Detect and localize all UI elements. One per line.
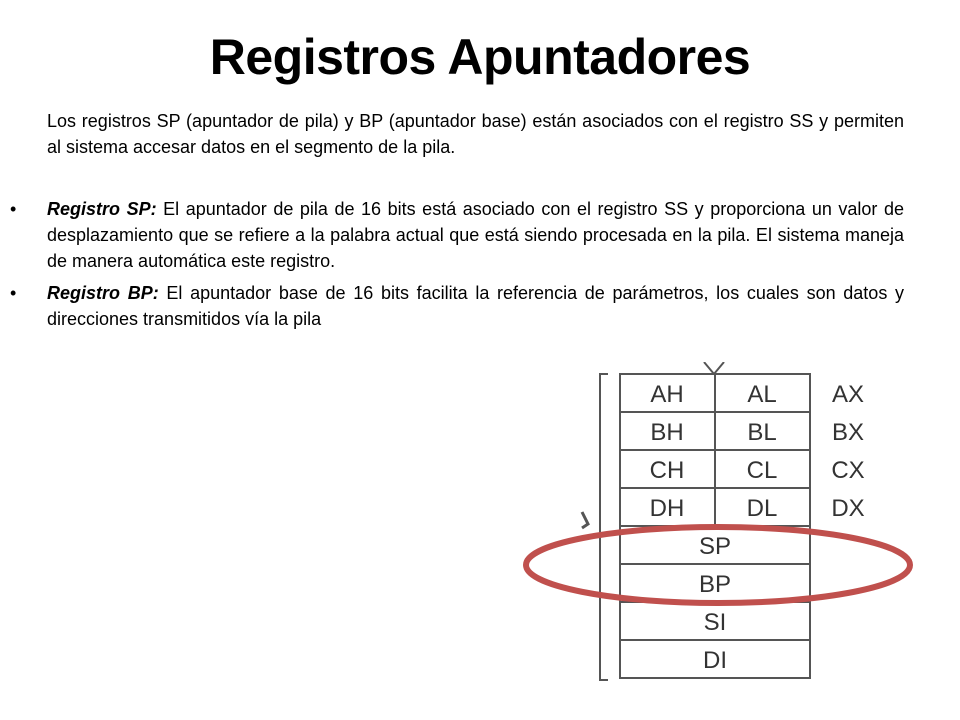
register-bracket-icon (600, 374, 608, 680)
arrow-tip-top-icon (704, 362, 724, 374)
bullet-list (0, 196, 960, 332)
bullet-text: El apuntador base de 16 bits facilita la referencia de parámetros, los cuales son datos y direcciones transmitidos vía la pila (47, 283, 905, 329)
register-row-ax (620, 374, 864, 412)
bullet-dot-icon: • (10, 199, 17, 219)
register-name-bx: BX (831, 419, 865, 446)
register-row-si (620, 602, 810, 640)
register-row-dx (620, 488, 865, 526)
register-diagram-svg (518, 362, 920, 692)
register-label-dh: DH (649, 495, 685, 522)
register-label-cl: CL (746, 457, 778, 484)
bullet-term: Registro BP: (47, 283, 159, 303)
register-name-dx: DX (831, 495, 865, 522)
register-row-bx (620, 412, 864, 450)
register-row-bp (620, 564, 810, 602)
register-label-sp: SP (698, 533, 732, 560)
bullet-dot-icon: • (10, 283, 17, 303)
register-label-ch: CH (649, 457, 685, 484)
register-label-bp: BP (698, 571, 732, 598)
register-label-bl: BL (747, 419, 777, 446)
bullet-text: El apuntador de pila de 16 bits está asociado con el registro SS y proporciona un valor de desplazamiento que se refiere a la palabra actual que está siendo procesada en la pila. El sistema maneja de manera automática este registro. (47, 199, 904, 271)
arrow-tip-left-icon (582, 512, 588, 528)
register-label-si: SI (703, 609, 727, 636)
slide-title: Registros Apuntadores (209, 29, 751, 85)
bullet-term: Registro SP: (47, 199, 157, 219)
intro-paragraph: Los registros SP (apuntador de pila) y BP (apuntador base) están asociados con el registro SS y permiten al sistema accesar datos en el segmento de la pila. (47, 111, 904, 157)
bullet-item-sp (10, 196, 904, 274)
register-diagram (518, 362, 920, 692)
register-row-di (620, 640, 810, 678)
register-label-al: AL (747, 381, 777, 408)
register-label-di: DI (703, 647, 727, 674)
register-name-ax: AX (831, 381, 865, 408)
register-row-cx (620, 450, 865, 488)
register-label-dl: DL (746, 495, 778, 522)
register-name-cx: CX (831, 457, 865, 484)
general-register-rows (620, 374, 865, 526)
bullet-item-bp (10, 280, 905, 332)
register-label-ah: AH (650, 381, 684, 408)
register-label-bh: BH (650, 419, 684, 446)
